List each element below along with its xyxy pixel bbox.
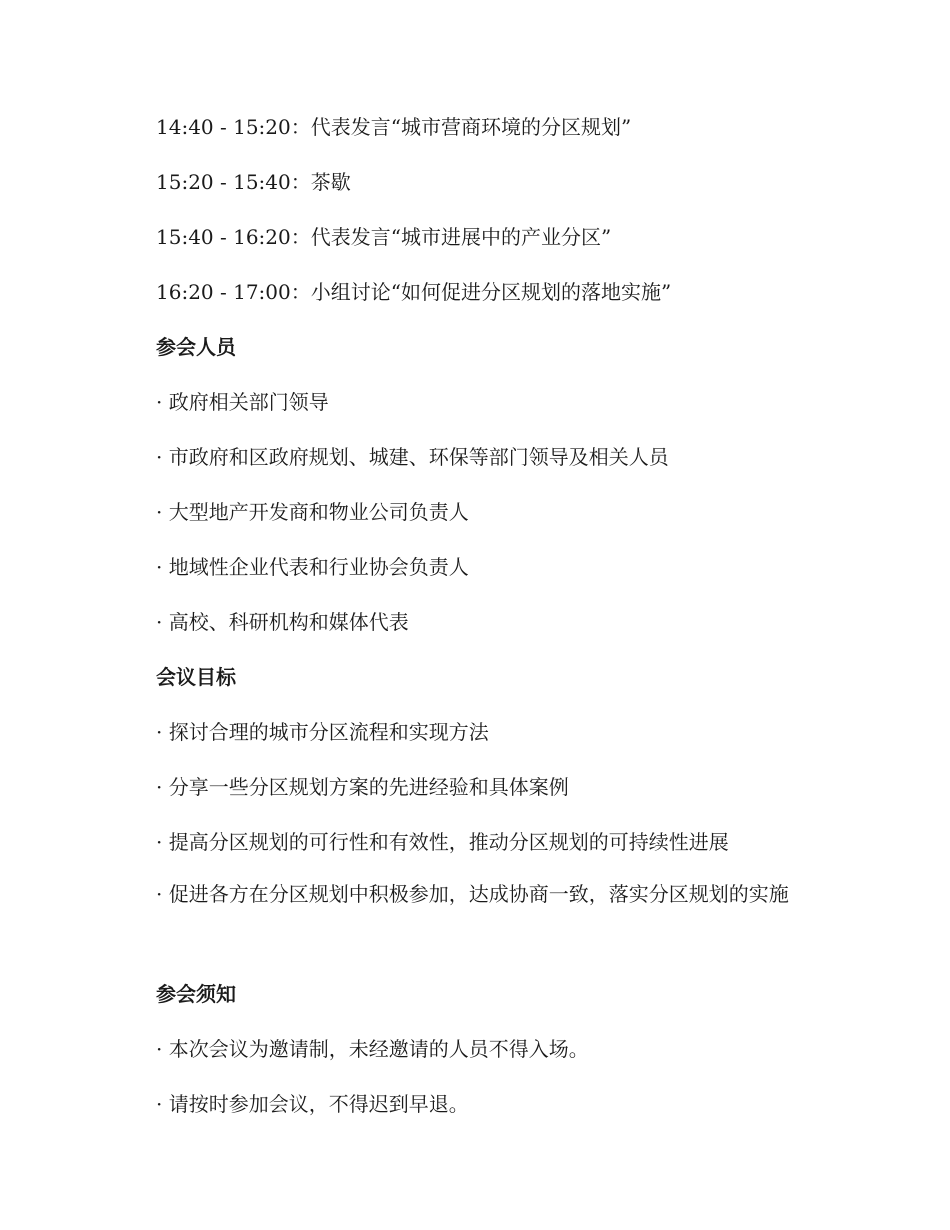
schedule-text: 小组讨论“如何促进分区规划的落地实施” (310, 280, 672, 304)
list-item-wrapped: · 促进各方在分区规划中积极参加，达成协商一致，落实分区规划的实施 (156, 882, 789, 906)
list-item: · 大型地产开发商和物业公司负责人 (156, 500, 469, 524)
list-item: · 请按时参加会议，不得迟到早退。 (156, 1092, 469, 1116)
list-item: · 市政府和区政府规划、城建、环保等部门领导及相关人员 (156, 445, 669, 469)
list-item: · 提高分区规划的可行性和有效性，推动分区规划的可持续性进展 (156, 830, 729, 854)
list-item: · 本次会议为邀请制，未经邀请的人员不得入场。 (156, 1037, 589, 1061)
schedule-item (156, 278, 671, 306)
section-heading-notice: 参会须知 (156, 982, 236, 1006)
schedule-time: 14:40 - 15:20： (156, 115, 311, 139)
section-heading-goals: 会议目标 (156, 665, 236, 689)
list-item: · 政府相关部门领导 (156, 390, 329, 414)
schedule-time: 16:20 - 17:00： (156, 280, 311, 304)
list-item: · 探讨合理的城市分区流程和实现方法 (156, 720, 489, 744)
section-heading-attendees: 参会人员 (156, 335, 236, 359)
schedule-text: 代表发言“城市营商环境的分区规划” (310, 115, 632, 139)
list-item: · 高校、科研机构和媒体代表 (156, 610, 409, 634)
schedule-item (156, 168, 351, 196)
schedule-text: 茶歇 (310, 170, 351, 194)
list-item: · 分享一些分区规划方案的先进经验和具体案例 (156, 775, 569, 799)
list-item: · 地域性企业代表和行业协会负责人 (156, 555, 469, 579)
schedule-time: 15:40 - 16:20： (156, 225, 311, 249)
schedule-text: 代表发言“城市进展中的产业分区” (310, 225, 612, 249)
schedule-item (156, 113, 631, 141)
schedule-item (156, 223, 611, 251)
schedule-time: 15:20 - 15:40： (156, 170, 311, 194)
